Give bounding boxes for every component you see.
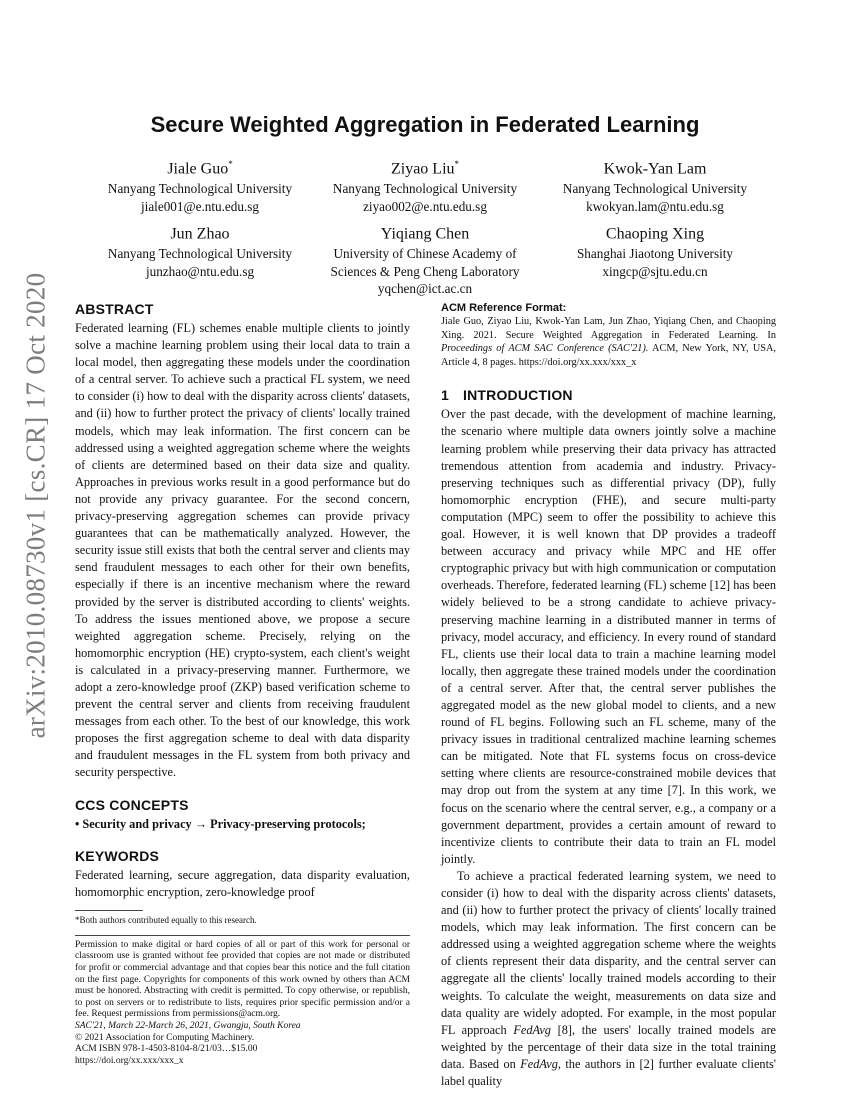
introduction-heading: 1 INTRODUCTION (441, 387, 573, 404)
author-block-5 (300, 219, 550, 298)
copyright-line: © 2021 Association for Computing Machinery. (75, 1032, 255, 1043)
paper-title: Secure Weighted Aggregation in Federated Learning (150, 112, 700, 137)
footnote: *Both authors contributed equally to this research. (75, 914, 257, 925)
author-email: junzhao@ntu.edu.sg (145, 263, 255, 279)
author-affiliation: University of Chinese Academy of (333, 246, 517, 262)
author-affiliation-line-2: Sciences & Peng Cheng Laboratory (330, 263, 520, 279)
permission-notice: Permission to make digital or hard copies of all or part of this work for personal or classroom use is granted without fee provided that copies are not made or distributed for profit or commercial advantage and that copies bear this notice and the full citation on the first page. Copyrights for components of this work owned by others than ACM must be honored. Abstracting with credit is permitted. To copy otherwise, or republish, to post on servers or to redistribute to lists, requires prior specific permission and/or a fee. Request permissions from permissions@acm.org. (75, 939, 410, 1020)
arxiv-side-stamp (16, 272, 56, 738)
author-name: Yiqiang Chen (380, 225, 470, 243)
doi-line: https://doi.org/xx.xxx/xxx_x (75, 1055, 184, 1066)
author-block-6 (530, 219, 780, 280)
keywords-text: Federated learning, secure aggregation, data disparity evaluation, homomorphic encryption, zero-knowledge proof (75, 867, 410, 899)
author-block-3 (530, 154, 780, 215)
author-email: ziyao002@e.ntu.edu.sg (363, 198, 487, 214)
author-block-2 (300, 154, 550, 215)
abstract-heading: ABSTRACT (75, 301, 154, 317)
permission-rule (75, 935, 410, 936)
author-email: jiale001@e.ntu.edu.sg (141, 198, 259, 214)
author-name: Kwok-Yan Lam (603, 160, 707, 178)
left-column (75, 300, 410, 1067)
ccs-heading: CCS CONCEPTS (75, 796, 189, 813)
abstract-text: Federated learning (FL) schemes enable multiple clients to jointly solve a machine learning problem using their local data to train a local model, then aggregating these models under the coordination of a central server. To achieve such a practical FL system, we need to consider (i) how to deal with the disparity across clients' datasets, and (ii) how to further protect the privacy of clients' locally trained models, which may leak information. The first concern can be addressed using a weighted aggregation scheme where the weights of clients are determined based on their data size and quality. Approaches in previous works result in a good performance but do not provide any privacy guarantee. For the second concern, privacy-preserving aggregation schemes can provide privacy guarantees that can be mathematically analyzed. However, the security issue still exists that both the central server and clients may send fraudulent messages to each other for their own benefits, especially if there is an incentive mechanism where the reward provided by the server is distributed according to clients' weights. To address the issues mentioned above, we propose a secure weighted aggregation scheme. Precisely, relying on the homomorphic encryption (HE) crypto-system, each client's weight is calculated in a privacy-preserving manner. Furthermore, we adopt a zero-knowledge proof (ZKP) based verification scheme to prevent the central server and clients from receiving fraudulent messages from each other. To the best of our knowledge, this work proposes the first aggregation scheme to deal with data disparity and fraudulent messages in the FL system from both privacy and security perspective. (75, 321, 410, 780)
author-block-4 (75, 219, 325, 280)
author-name: Jiale Guo* (167, 159, 233, 178)
author-block-1 (75, 154, 325, 215)
ccs-item: • Security and privacy → Privacy-preserving protocols; (75, 816, 366, 831)
author-affiliation: Shanghai Jiaotong University (576, 246, 734, 262)
author-email: xingcp@sjtu.edu.cn (602, 263, 708, 279)
venue-line: SAC'21, March 22-March 26, 2021, Gwangju, South Korea (75, 1020, 301, 1031)
author-affiliation: Nanyang Technological University (332, 181, 518, 197)
right-column (441, 301, 776, 1090)
author-email: yqchen@ict.ac.cn (377, 281, 473, 297)
author-affiliation: Nanyang Technological University (107, 181, 293, 197)
acm-reference-heading: ACM Reference Format: (441, 302, 567, 314)
isbn-line: ACM ISBN 978-1-4503-8104-8/21/03…$15.00 (75, 1044, 258, 1055)
arxiv-stamp-text: arXiv:2010.08730v1 [cs.CR] 17 Oct 2020 (20, 272, 51, 738)
introduction-paragraph-1: Over the past decade, with the development of machine learning, the scenario where multiple data owners jointly solve a machine learning problem while preserving their data privacy has attracted tremendous attention from academia and industry. Privacy-preserving techniques such as differential privacy (DP), fully homomorphic encryption (FHE), and secure multi-party computation (MPC) seem to offer the possibility to achieve this goal. However, it is well known that DP provides a tradeoff between accuracy and privacy while MPC and HE offer cryptographic privacy but with high communication or computation overheads. Therefore, federated learning (FL) scheme [12] has been widely believed to be a strong candidate to achieve privacy-preserving machine learning in a distributed manner in terms of privacy, model accuracy, and efficiency. In every round of standard FL, clients use their local data to train a machine learning model locally, then aggregate these trained models under the coordination of a central server. After that, the central server publishes the aggregated model as the new global model to clients, and a new round of FL begins. Following such an FL scheme, many of the privacy issues in traditional centralized machine learning schemes can be mitigated. Note that FL systems focus on cross-device setting where clients are resource-constrained mobile devices that may drop out from the system at any time [7]. In this work, we focus on the scenario where the central server, e.g., a company or a government department, provides a certain amount of reward to incentivize clients to contribute their data to train an FL model jointly. (441, 407, 776, 866)
acm-reference-text: Jiale Guo, Ziyao Liu, Kwok-Yan Lam, Jun Zhao, Yiqiang Chen, and Chaoping Xing. 2021. Secure Weighted Aggregation in Federated Learning. In Proceedings of ACM SAC Conference (SAC'21). ACM, New York, NY, USA, Article 4, 8 pages. https://doi.org/xx.xxx/xxx_x (441, 316, 776, 368)
keywords-heading: KEYWORDS (75, 847, 160, 864)
author-email: kwokyan.lam@ntu.edu.sg (586, 198, 724, 214)
introduction-paragraph-2: To achieve a practical federated learning system, we need to consider (i) how to deal with the disparity across clients' datasets, and (ii) how to further protect the privacy of clients' locally trained models, which may leak information. The first concern can be addressed using a weighted aggregation scheme where the weights of clients represent their data disparity, and the central server can aggregate all the clients' locally trained models according to their weights. To calculate the weight, measurements on data size and data quality are widely adopted. For example, in the most popular FL approach FedAvg [8], the users' locally trained models are weighted by the percentage of their data size in the total training data. Based on FedAvg, the authors in [2] further evaluate clients' label quality (441, 868, 776, 1089)
author-name: Ziyao Liu* (390, 159, 460, 178)
author-name: Chaoping Xing (605, 225, 705, 243)
author-affiliation: Nanyang Technological University (107, 246, 293, 262)
author-name: Jun Zhao (170, 225, 230, 243)
author-affiliation: Nanyang Technological University (562, 181, 748, 197)
footnote-rule (75, 910, 143, 911)
